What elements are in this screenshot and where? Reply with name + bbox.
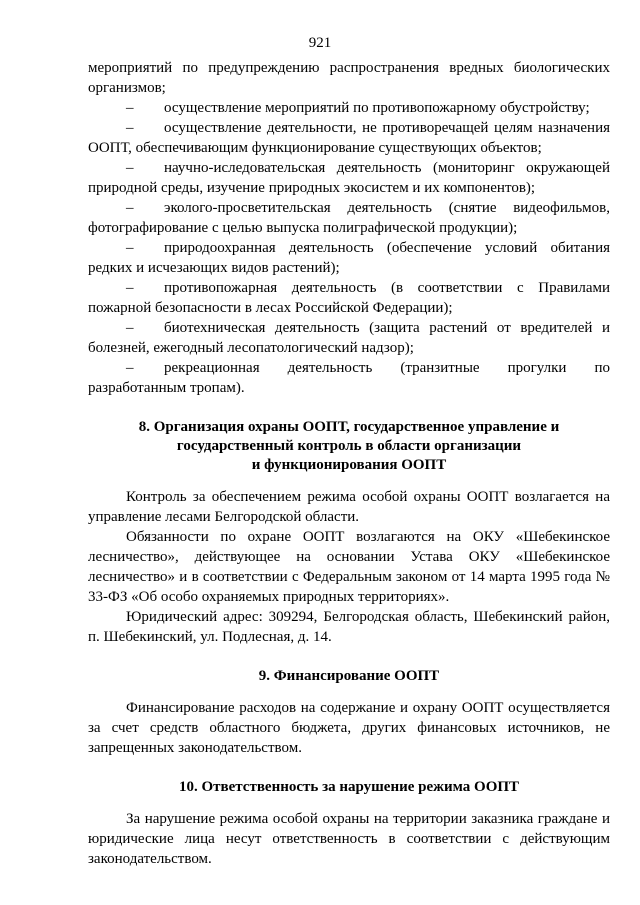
section-10-heading: 10. Ответственность за нарушение режима ООПТ (178, 779, 520, 795)
list-marker: – (126, 120, 134, 136)
section-8-paragraph: Контроль за обеспечением режима особой охраны ООПТ возлагается на управление лесами Белгородской области. (88, 489, 610, 525)
page-number: 921 (308, 35, 332, 51)
list-marker: – (126, 240, 134, 256)
list-item: – эколого-просветительская деятельность (снятие видеофильмов, фотографирование с целью выпуска полиграфической продукции); (88, 200, 610, 236)
section-10-paragraph: За нарушение режима особой охраны на территории заказника граждане и юридические лица несут ответственность в соответствии с действующим законодательством. (88, 811, 610, 867)
activity-list (88, 98, 610, 398)
list-item: – рекреационная деятельность (транзитные прогулки по разработанным тропам). (88, 360, 610, 396)
list-item: – научно-иследовательская деятельность (мониторинг окружающей природной среды, изучение природных экосистем и их компонентов); (88, 160, 610, 196)
section-8-paragraph: Обязанности по охране ООПТ возлагаются на ОКУ «Шебекинское лесничество», действующее на основании Устава ОКУ «Шебекинское лесничество» и в соответствии с Федеральным законом от 14 марта 1995 года № 33-ФЗ «Об особо охраняемых природных территориях». (88, 529, 610, 605)
section-8-heading: 8. Организация охраны ООПТ, государственное управление и государственный контроль в области организации и функционирования ООПТ (138, 419, 560, 473)
list-marker: – (126, 200, 134, 216)
list-item: – природоохранная деятельность (обеспечение условий обитания редких и исчезающих видов растений); (88, 240, 610, 276)
list-marker: – (126, 280, 134, 296)
list-item: – осуществление деятельности, не противоречащей целям назначения ООПТ, обеспечивающим функционирование существующих объектов; (88, 120, 610, 156)
list-item: – противопожарная деятельность (в соответствии с Правилами пожарной безопасности в лесах Российской Федерации); (88, 280, 610, 316)
list-marker: – (126, 320, 134, 336)
list-item: – биотехническая деятельность (защита растений от вредителей и болезней, ежегодный лесопатологический надзор); (88, 320, 610, 356)
section-8-paragraph: Юридический адрес: 309294, Белгородская область, Шебекинский район, п. Шебекинский, ул. Подлесная, д. 14. (88, 609, 610, 645)
list-marker: – (126, 360, 134, 376)
intro-continuation: мероприятий по предупреждению распространения вредных биологических организмов; (88, 60, 610, 96)
section-9-heading: 9. Финансирование ООПТ (258, 668, 440, 684)
list-marker: – (126, 160, 134, 176)
section-9-paragraph: Финансирование расходов на содержание и охрану ООПТ осуществляется за счет средств областного бюджета, других финансовых источников, не запрещенных законодательством. (88, 700, 610, 756)
page-content (88, 58, 610, 869)
list-item: – осуществление мероприятий по противопожарному обустройству; (126, 100, 590, 116)
list-marker: – (126, 100, 134, 116)
